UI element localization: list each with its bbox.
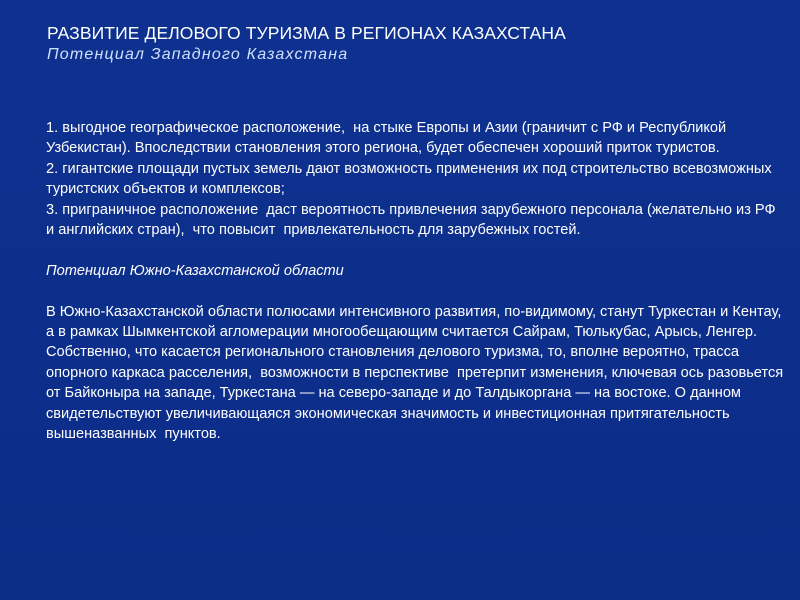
south-paragraph: В Южно-Казахстанской области полюсами интенсивного развития, по-видимому, станут Туркестан и Кентау, а в рамках Шымкентской агломерации многообещающим считается Сайрам, Тюлькубас, Арысь, Ленгер. Собственно, что касается регионального становления делового туризма, то, вполне вероятно, трасса опорного каркаса расселения, возможности в перспективе претерпит изменения, ключевая ось разовьется от Байконыра на западе, Туркестана — на северо-западе и до Талдыкоргана — на востоке. О данном свидетельствуют увеличивающаяся экономическая значимость и инвестиционная притягательность вышеназванных пунктов. (46, 303, 788, 443)
slide-title: РАЗВИТИЕ ДЕЛОВОГО ТУРИЗМА В РЕГИОНАХ КАЗАХСТАНА (47, 23, 566, 43)
spacer (46, 240, 786, 260)
south-heading: Потенциал Южно-Казахстанской области (46, 262, 344, 279)
spacer (46, 281, 786, 301)
west-point-3: 3. приграничное расположение даст вероятность привлечения зарубежного персонала (желательно из РФ и английских стран), что повысит привлекательность для зарубежных гостей. (46, 201, 780, 239)
west-point-1: 1. выгодное географическое расположение, на стыке Европы и Азии (граничит с РФ и Республикой Узбекистан). Впоследствии становления этого региона, будет обеспечен хороший приток туристов. (46, 120, 731, 157)
slide-subtitle: Потенциал Западного Казахстана (47, 46, 349, 63)
west-point-2: 2. гигантские площади пустых земель дают возможность применения их под строительство всевозможных туристских объектов и комплексов; (46, 160, 776, 198)
slide-body (46, 118, 786, 444)
slide-title-block (47, 22, 667, 65)
